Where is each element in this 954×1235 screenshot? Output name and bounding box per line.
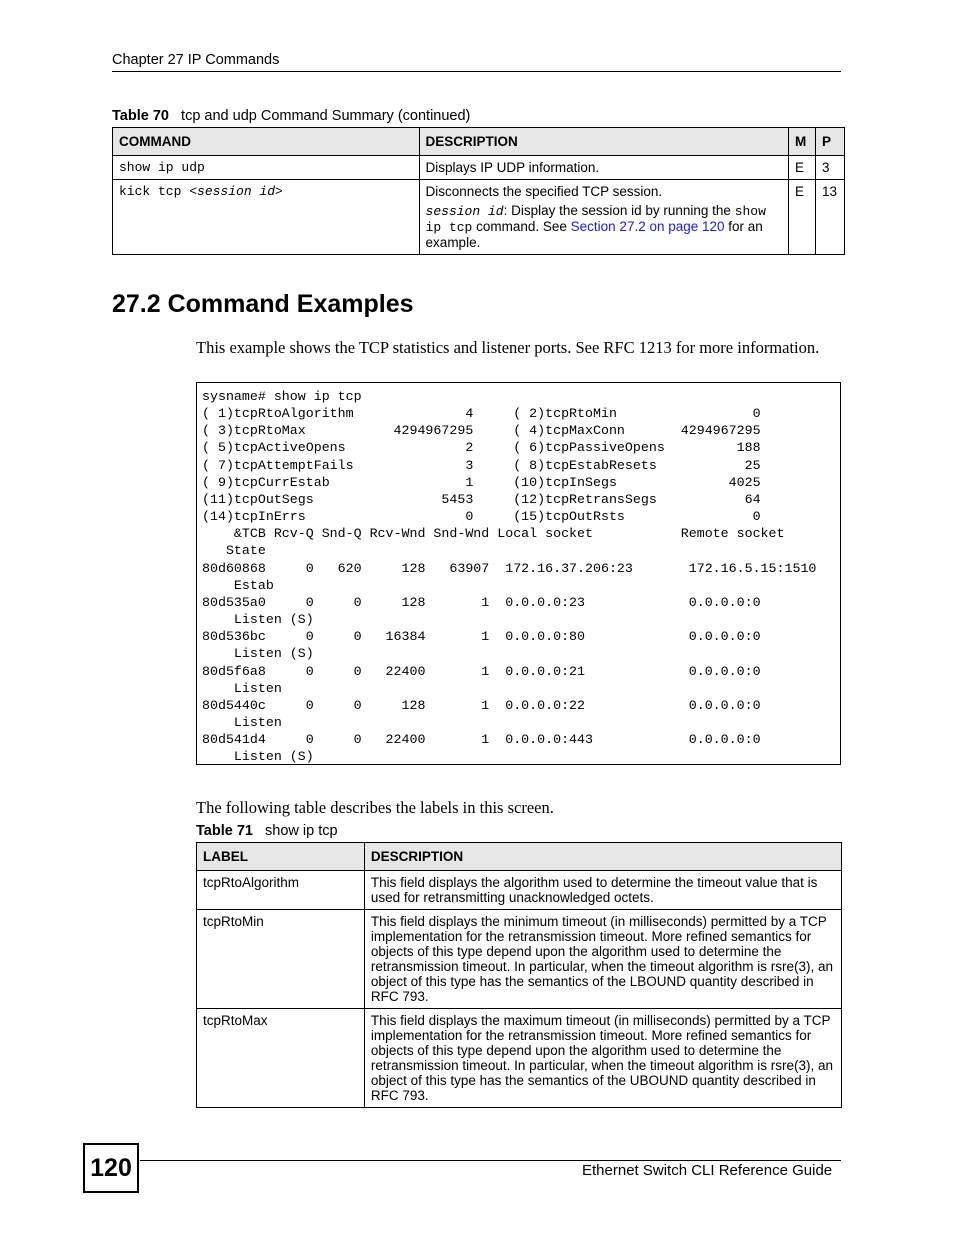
table70-header-p: P (815, 128, 844, 156)
code-line: 80d5f6a8 0 0 22400 1 0.0.0.0:21 0.0.0.0:0 (202, 663, 761, 679)
code-line: State (202, 543, 266, 559)
description-cell: This field displays the algorithm used to determine the timeout value that is used for retransmitting unacknowledged octets. (364, 871, 841, 910)
command-arg: session id (197, 184, 276, 199)
table71-header-row (197, 843, 842, 871)
code-line: Listen (S) (202, 749, 314, 765)
code-line: Listen (S) (202, 612, 314, 628)
table70-caption-label: Table 70 (112, 108, 169, 124)
code-listing (202, 388, 816, 765)
desc-after-cmd: command. See (472, 219, 571, 234)
after-code-paragraph: The following table describes the labels in this screen. (196, 798, 554, 817)
code-line: (11)tcpOutSegs 5453 (12)tcpRetransSegs 64 (202, 491, 761, 507)
label-cell: tcpRtoMax (197, 1009, 365, 1108)
table70-header-row (113, 128, 845, 156)
code-line: Listen (202, 714, 282, 730)
table71-header-label: LABEL (197, 843, 365, 871)
code-line: 80d541d4 0 0 22400 1 0.0.0.0:443 0.0.0.0:0 (202, 732, 761, 748)
chapter-header: Chapter 27 IP Commands (112, 52, 280, 68)
code-line: Estab (202, 577, 274, 593)
code-line: ( 3)tcpRtoMax 4294967295 ( 4)tcpMaxConn 4294967295 (202, 423, 761, 439)
table-row (113, 156, 845, 180)
table-row (197, 871, 842, 910)
code-line: &TCB Rcv-Q Snd-Q Rcv-Wnd Snd-Wnd Local socket Remote socket (202, 526, 785, 542)
table71 (196, 842, 842, 1108)
command-prefix: kick tcp < (119, 184, 198, 199)
m-cell: E (789, 180, 816, 255)
section-link[interactable]: Section 27.2 on page 120 (570, 219, 725, 234)
code-line: ( 7)tcpAttemptFails 3 ( 8)tcpEstabResets 25 (202, 457, 761, 473)
table70-caption (112, 108, 470, 124)
code-line: 80d5440c 0 0 128 1 0.0.0.0:22 0.0.0.0:0 (202, 697, 761, 713)
command-cell: show ip udp (113, 156, 420, 180)
description-cell (419, 180, 788, 255)
p-cell: 13 (815, 180, 844, 255)
table70-header-command: COMMAND (113, 128, 420, 156)
table70-header-description: DESCRIPTION (419, 128, 788, 156)
guide-title: Ethernet Switch CLI Reference Guide (582, 1162, 833, 1179)
header-rule (112, 71, 841, 72)
label-cell: tcpRtoAlgorithm (197, 871, 365, 910)
table70-header-m: M (789, 128, 816, 156)
table71-caption-text: show ip tcp (265, 823, 338, 839)
footer-rule (140, 1160, 841, 1161)
intro-paragraph: This example shows the TCP statistics and listener ports. See RFC 1213 for more information. (196, 338, 820, 357)
description-detail (426, 203, 782, 250)
table-row (197, 910, 842, 1009)
table71-caption-label: Table 71 (196, 823, 253, 839)
description-line1: Disconnects the specified TCP session. (425, 184, 663, 199)
description-cell: This field displays the minimum timeout (in milliseconds) permitted by a TCP implementation for the retransmission timeout. More refined semantics for objects of this type depend upon the algorithm used to determine the retransmission timeout. In particular, when the timeout algorithm is rsre(3), an object of this type has the semantics of the LBOUND quantity described in RFC 793. (364, 910, 841, 1009)
desc-cmd: show ip tcp (425, 204, 766, 235)
description-cell: Displays IP UDP information. (419, 156, 788, 180)
desc-arg: session id (425, 204, 504, 219)
page-number: 120 (83, 1143, 139, 1193)
code-line: ( 5)tcpActiveOpens 2 ( 6)tcpPassiveOpens 188 (202, 440, 761, 456)
code-line: Listen (202, 680, 282, 696)
label-cell: tcpRtoMin (197, 910, 365, 1009)
code-line: 80d60868 0 620 128 63907 172.16.37.206:23 172.16.5.15:1510 (202, 560, 817, 576)
code-line: 80d536bc 0 0 16384 1 0.0.0.0:80 0.0.0.0:0 (202, 629, 761, 645)
code-line: (14)tcpInErrs 0 (15)tcpOutRsts 0 (202, 509, 761, 525)
desc-mid: : Display the session id by running the (503, 203, 735, 218)
table71-header-description: DESCRIPTION (364, 843, 841, 871)
code-line: ( 1)tcpRtoAlgorithm 4 ( 2)tcpRtoMin 0 (202, 406, 761, 422)
table70 (112, 127, 845, 255)
code-line: 80d535a0 0 0 128 1 0.0.0.0:23 0.0.0.0:0 (202, 594, 761, 610)
desc-end: for an example. (425, 219, 763, 250)
command-suffix: > (275, 184, 283, 199)
table70-caption-text: tcp and udp Command Summary (continued) (181, 108, 471, 124)
p-cell: 3 (815, 156, 844, 180)
m-cell: E (789, 156, 816, 180)
table-row (197, 1009, 842, 1108)
code-line: Listen (S) (202, 646, 314, 662)
table71-caption (196, 823, 338, 839)
section-title: 27.2 Command Examples (112, 290, 414, 318)
code-line: ( 9)tcpCurrEstab 1 (10)tcpInSegs 4025 (202, 474, 761, 490)
code-example-box (196, 382, 841, 765)
description-cell: This field displays the maximum timeout (in milliseconds) permitted by a TCP implementation for the retransmission timeout. More refined semantics for objects of this type depend upon the algorithm used to determine the retransmission timeout. In particular, when the timeout algorithm is rsre(3), an object of this type has the semantics of the UBOUND quantity described in RFC 793. (364, 1009, 841, 1108)
command-cell (113, 180, 420, 255)
code-line: sysname# show ip tcp (202, 389, 362, 404)
table-row (113, 180, 845, 255)
